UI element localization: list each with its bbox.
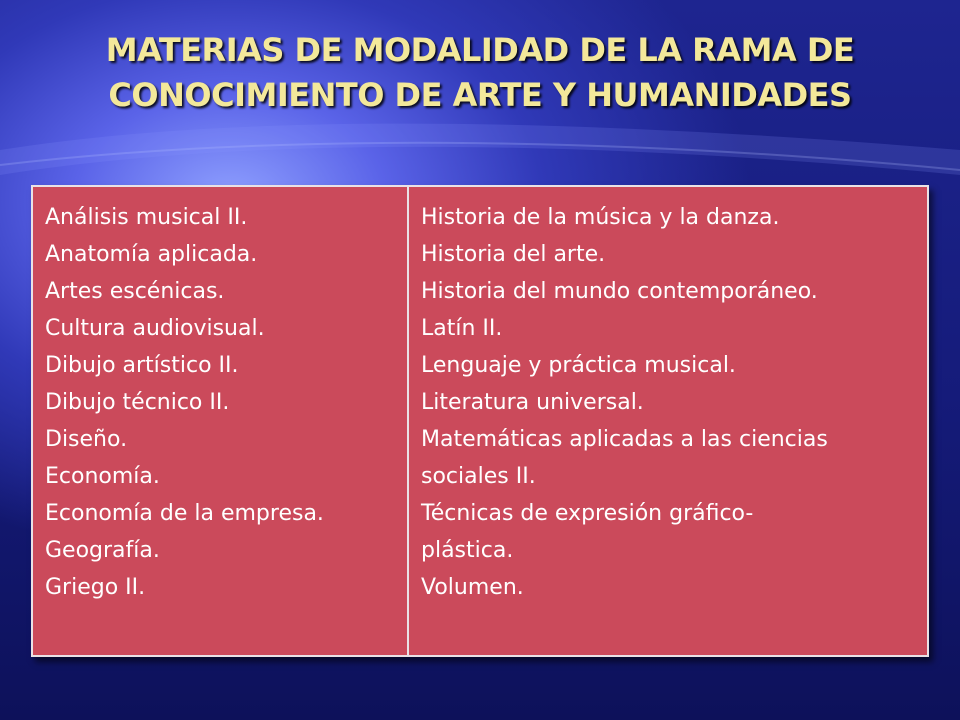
list-item: Anatomía aplicada. (45, 242, 258, 267)
slide-title (0, 28, 960, 118)
subjects-table (31, 185, 929, 657)
left-column (33, 187, 409, 655)
list-item: Latín II. (421, 316, 503, 341)
list-item: Historia del arte. (421, 242, 606, 267)
right-column (409, 187, 927, 655)
list-item: Lenguaje y práctica musical. (421, 353, 736, 378)
list-item: Análisis musical II. (45, 205, 248, 230)
title-line-2: CONOCIMIENTO DE ARTE Y HUMANIDADES (108, 76, 852, 114)
list-item: Dibujo técnico II. (45, 390, 230, 415)
list-item: plástica. (421, 538, 514, 563)
list-item: sociales II. (421, 464, 536, 489)
list-item: Economía de la empresa. (45, 501, 324, 526)
list-item: Historia de la música y la danza. (421, 205, 780, 230)
list-item: Historia del mundo contemporáneo. (421, 279, 818, 304)
list-item: Economía. (45, 464, 160, 489)
list-item: Cultura audiovisual. (45, 316, 265, 341)
list-item: Técnicas de expresión gráfico- (421, 501, 754, 526)
list-item: Diseño. (45, 427, 128, 452)
list-item: Volumen. (421, 575, 524, 600)
list-item: Geografía. (45, 538, 160, 563)
list-item: Artes escénicas. (45, 279, 225, 304)
list-item: Literatura universal. (421, 390, 644, 415)
list-item: Griego II. (45, 575, 146, 600)
title-line-1: MATERIAS DE MODALIDAD DE LA RAMA DE (105, 31, 855, 69)
list-item: Matemáticas aplicadas a las ciencias (421, 427, 828, 452)
list-item: Dibujo artístico II. (45, 353, 239, 378)
